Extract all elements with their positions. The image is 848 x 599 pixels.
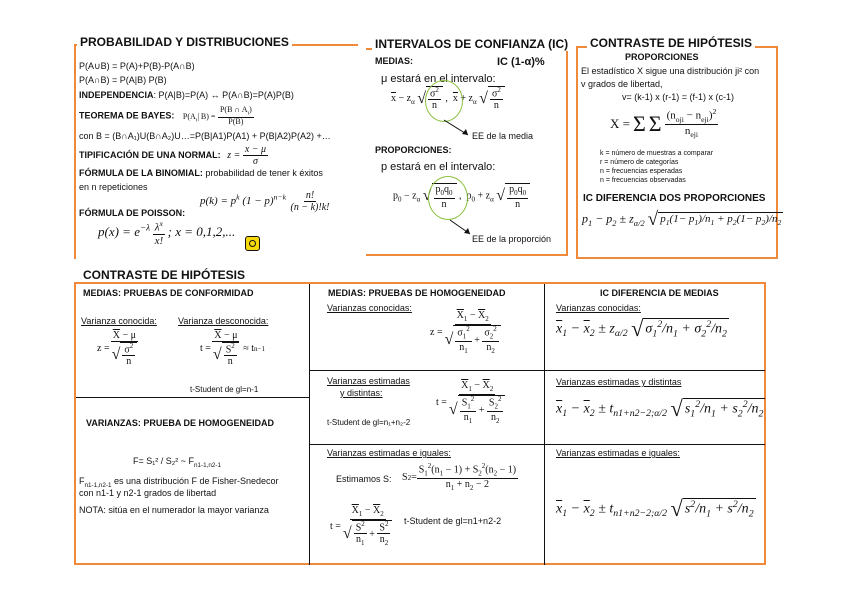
ic-title: INTERVALOS DE CONFIANZA (IC) <box>372 37 571 51</box>
ic-props: PROPORCIONES: <box>375 145 452 155</box>
ch-icdiff: IC DIFERENCIA DOS PROPORCIONES <box>583 193 766 204</box>
vei: Varianzas estimadas e iguales: <box>327 448 451 458</box>
ic-p: p estará en el intervalo: <box>381 161 496 173</box>
ch-ne: n = frecuencias esperadas <box>600 168 683 175</box>
ic-level: IC (1-α)% <box>497 56 545 68</box>
ts1: t-Student de gl=n₁+n₂-2 <box>327 418 411 427</box>
fisher1: $F_{n1-1,n2-1}$ es una distribución F de Fisher-Snedecor <box>79 476 279 489</box>
icdm1-formula: $\overline{x}_1 - \overline{x}_2 \pm z_{\alpha/2}$ √ $\sigma_1^2/n_1 + \sigma_2^2/n_2$ <box>556 316 727 341</box>
t2-formula: t = $\overline{X}_1 - \overline{X}_2$ √ $\frac{S_1^2}{n_1}$ + $\frac{S_2^2}{n_2}$ <box>436 380 507 425</box>
ch-stat2: v grados de libertad, <box>581 79 663 89</box>
ic-prop-formula: $p_0 - z_\alpha$ √ $\frac{p_0q_0}{n}$ , $p_0 + z_\alpha$ √ $\frac{p_0q_0}{n}$ <box>393 183 530 210</box>
ch-bottom-title: CONTRASTE DE HIPÓTESIS <box>80 268 248 282</box>
poisson-title: FÓRMULA DE POISSON: <box>79 208 186 218</box>
smiley-icon <box>245 236 260 251</box>
ved2: Varianzas estimadas y distintas <box>556 377 682 387</box>
var-unknown: Varianza desconocida: <box>178 316 269 326</box>
ch-k: k = número de muestras a comparar <box>600 150 714 157</box>
ch-r: r = número de categorías <box>600 159 679 166</box>
tipificacion: TIPIFICACIÓN DE UNA NORMAL: z = $\frac{x - \mu}{\sigma}$ <box>79 144 267 167</box>
vc: Varianzas conocidas: <box>327 303 412 313</box>
binomial-formula: $p(k) = p^k$ $(1 - p)^{n-k}$ $\frac{n!}{(n - k)!k!}$ <box>200 190 330 213</box>
ic-ee-prop: EE de la proporción <box>472 234 552 244</box>
chi2-formula: X = Σ Σ $\frac{(n_{oji} - n_{eji})^2}{n_{eji}}$ <box>610 107 717 140</box>
f-formula: F= S₁² / S₂² ~ $F_{n1-1,n2-1}$ <box>133 456 222 469</box>
ch-props: PROPORCIONES <box>625 52 699 62</box>
ts2: t-Student de gl=n1+n2-2 <box>404 516 502 526</box>
bayes: TEOREMA DE BAYES: $P(A_i|$ B) = $\frac{P(B \cap A_i)}{P(B)}$ <box>79 105 252 126</box>
conf-title: MEDIAS: PRUEBAS DE CONFORMIDAD <box>83 288 254 298</box>
z2-formula: z = $\overline{X}_1 - \overline{X}_2$ √ $\frac{\sigma_1^2}{n_1}$ + $\frac{\sigma_2^2}{n_2}$ <box>430 310 503 355</box>
icdiff-formula: $p_1 - p_2 \pm z_{\alpha/2}$ √ $p_1(1- p_1)/n_1 + p_2(1- p_2)/n_2$ <box>582 209 782 230</box>
independence: INDEPENDENCIA: P(A|B)=P(A) ↔ P(A∩B)=P(A)P(B) <box>79 90 294 100</box>
partition: con B = (B∩A₁)U(B∩A₂)U…=P(B|A1)P(A1) + P(B|A2)P(A2) +… <box>79 131 331 141</box>
ve1: Varianzas estimadas <box>327 376 410 386</box>
vc2: Varianzas conocidas: <box>556 303 641 313</box>
ic-media-formula: $\overline{x} - z_\alpha$ √ $\frac{\sigma^2}{n}$ , $\overline{x} + z_\alpha$ √ $\frac{\sigma^2}{n}$ <box>391 86 505 111</box>
vei2: Varianzas estimadas e iguales: <box>556 448 680 458</box>
estimamos: Estimamos S: <box>336 474 392 484</box>
icdm2-formula: $\overline{x}_1 - \overline{x}_2 \pm t_{n1+n2-2;\alpha/2}$ √ $s_1^2/n_1 + s_2^2/n_2$ <box>556 396 764 421</box>
nota: NOTA: sitúa en el numerador la mayor varianza <box>79 505 269 515</box>
icdm-title: IC DIFERENCIA DE MEDIAS <box>600 288 719 298</box>
ic-medias: MEDIAS: <box>375 56 413 66</box>
var-known: Varianza conocida: <box>81 316 157 326</box>
ch-df: v= (k-1) x (r-1) = (f-1) x (c-1) <box>622 92 734 102</box>
ic-ee-media: EE de la media <box>472 131 534 141</box>
homog-var-title: VARIANZAS: PRUEBA DE HOMOGENEIDAD <box>86 418 275 428</box>
z-formula: z = $\overline{X} - \mu$ √ $\frac{\sigma^2}{n}$ <box>97 330 137 368</box>
homog-med-title: MEDIAS: PRUEBAS DE HOMOGENEIDAD <box>328 288 506 298</box>
icdm3-formula: $\overline{x}_1 - \overline{x}_2 \pm t_{n1+n2-2;\alpha/2}$ √ $s^2/n_1 + s^2/n_2$ <box>556 496 754 521</box>
binomial-line2: en n repeticiones <box>79 182 148 192</box>
t3-formula: t = $\overline{X}_1 - \overline{X}_2$ √ $\frac{S^2}{n_1}$ + $\frac{S^2}{n_2}$ <box>330 505 394 548</box>
t-formula: t = $\overline{X} - \mu$ √ $\frac{S^2}{n}$ ≈ t n−1 <box>200 330 265 368</box>
binomial: FÓRMULA DE LA BINOMIAL: probabilidad de tener k éxitos <box>79 168 323 178</box>
s2-formula: S 2 = $\frac{S_1^2(n_1 - 1) + S_2^2(n_2 - 1)}{n_1 + n_2 - 2}$ <box>402 462 517 493</box>
ic-mu: μ estará en el intervalo: <box>381 73 496 85</box>
prob-title: PROBABILIDAD Y DISTRIBUCIONES <box>77 35 292 49</box>
fisher2: con n1-1 y n2-1 grados de libertad <box>79 488 217 498</box>
ch-top-title: CONTRASTE DE HIPÓTESIS <box>587 36 755 50</box>
union-formula: P(A∪B) = P(A)+P(B)-P(A∩B) <box>79 61 195 71</box>
ch-stat1: El estadístico X sigue una distribución ji² con <box>581 66 760 76</box>
ch-no: n = frecuencias observadas <box>600 177 686 184</box>
poisson-formula: $p(x) = e^{-\lambda}$ $\frac{\lambda^x}{x!}$ ; x = 0,1,2,... <box>98 219 236 247</box>
intersection-formula: P(A∩B) = P(A|B) P(B) <box>79 75 167 85</box>
ve2: y distintas: <box>340 388 383 398</box>
tstudent: t-Student de gl=n-1 <box>190 385 259 394</box>
